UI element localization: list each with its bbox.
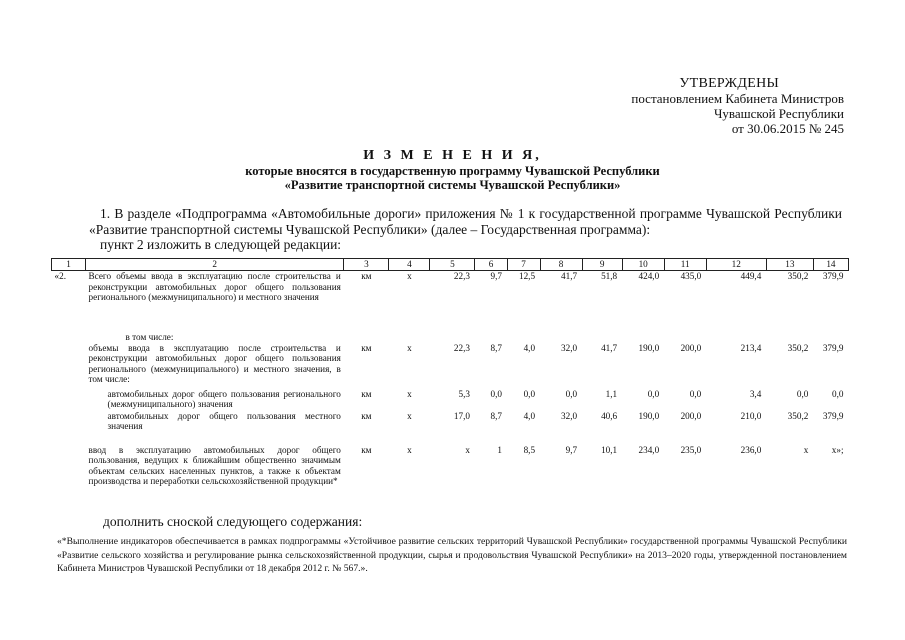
row-description: объемы ввода в эксплуатацию после строительства и реконструкции автомобильных дорог общего пользования регионального (межмуниципального) и местного значения, в том числе: [88, 342, 341, 384]
row-unit: км [361, 444, 372, 455]
table-header-row [52, 259, 849, 271]
row-cell: 9,7 [490, 271, 503, 281]
row-cell: х [803, 444, 809, 455]
row-cell: 1,1 [605, 388, 618, 399]
footnote-intro: дополнить сноской следующего содержания: [103, 514, 363, 529]
approval-line-1: постановлением Кабинета Министров [631, 91, 844, 106]
row-cell: 51,8 [601, 271, 618, 281]
row-cell: 0,0 [490, 388, 503, 399]
header-cell: 5 [430, 259, 475, 271]
row-cell: 449,4 [740, 271, 762, 281]
row-cell: 8,7 [490, 410, 503, 421]
row-cell: 0,0 [796, 388, 809, 399]
table-row [52, 271, 849, 333]
row-cell: х [407, 444, 412, 455]
row-cell: 17,0 [453, 410, 470, 421]
row-cell: 234,0 [638, 444, 660, 455]
row-cell: 22,3 [453, 271, 470, 281]
row-cell: 8,7 [490, 342, 503, 353]
row-cell: 41,7 [601, 342, 618, 353]
table-row [52, 445, 849, 487]
row-cell: 32,0 [561, 410, 578, 421]
row-cell: 210,0 [740, 410, 762, 421]
header-cell: 7 [507, 259, 540, 271]
row-description: Всего объемы ввода в эксплуатацию после строительства и реконструкции автомобильных дорог общего пользования регионального (межмуниципального) и местного значения [88, 271, 341, 302]
table-row [52, 343, 849, 389]
row-cell: х»; [831, 444, 844, 455]
row-cell: 350,2 [787, 342, 809, 353]
row-cell: 190,0 [638, 342, 660, 353]
row-unit: км [361, 271, 372, 281]
row-cell: 350,2 [787, 271, 809, 281]
header-cell: 4 [389, 259, 430, 271]
header-cell: 13 [766, 259, 813, 271]
header-cell: 3 [344, 259, 389, 271]
row-description: в том числе: [125, 332, 174, 342]
row-cell: 0,0 [832, 388, 844, 399]
row-unit: км [361, 410, 372, 421]
approval-line-2: Чувашской Республики [713, 106, 844, 121]
row-cell: 4,0 [523, 410, 536, 421]
table-row [52, 389, 849, 411]
row-description: автомобильных дорог общего пользования регионального (межмуниципального) значения [107, 388, 341, 409]
row-cell: х [407, 271, 412, 281]
row-unit: км [361, 342, 372, 353]
row-cell: 5,3 [458, 388, 470, 399]
document-heading [0, 149, 905, 192]
row-cell: 424,0 [638, 271, 660, 281]
table-row [52, 411, 849, 445]
indicators-table [51, 258, 849, 487]
row-cell: 236,0 [740, 444, 762, 455]
document-title: И З М Е Н Е Н И Я, [363, 148, 542, 163]
approval-title: УТВЕРЖДЕНЫ [679, 76, 779, 91]
row-number [52, 411, 86, 445]
row-cell: 10,1 [601, 444, 618, 455]
approval-line-3: от 30.06.2015 № 245 [731, 121, 844, 136]
row-cell: 0,0 [565, 388, 578, 399]
row-cell: х [407, 410, 412, 421]
header-cell: 6 [475, 259, 507, 271]
approval-stamp [631, 76, 844, 136]
intro-text [89, 206, 842, 253]
header-cell: 2 [86, 259, 344, 271]
row-number [52, 332, 86, 343]
row-cell: 41,7 [561, 271, 578, 281]
row-cell: 200,0 [680, 410, 702, 421]
row-cell: 40,6 [601, 410, 618, 421]
row-cell: 379,9 [822, 271, 844, 281]
row-cell: 190,0 [638, 410, 660, 421]
row-number [52, 389, 86, 411]
header-cell: 10 [622, 259, 664, 271]
row-cell: 0,0 [689, 388, 702, 399]
row-cell: 435,0 [680, 271, 702, 281]
row-cell: 12,5 [518, 271, 536, 281]
row-description: автомобильных дорог общего пользования местного значения [107, 410, 341, 431]
header-cell: 8 [540, 259, 582, 271]
row-cell: х [465, 444, 470, 455]
row-cell: 9,7 [565, 444, 578, 455]
row-cell: 8,5 [523, 444, 536, 455]
header-cell: 9 [582, 259, 622, 271]
intro-paragraph-1: 1. В разделе «Подпрограмма «Автомобильные дороги» приложения № 1 к государственной программе Чувашской Республики «Развитие транспортной системы Чувашской Республики» (далее – Государственная программа): [89, 206, 842, 237]
intro-paragraph-2: пункт 2 изложить в следующей редакции: [100, 237, 342, 252]
row-cell: х [407, 342, 412, 353]
document-subtitle-2: «Развитие транспортной системы Чувашской Республики» [284, 178, 621, 192]
header-cell: 12 [706, 259, 766, 271]
row-cell: 379,9 [822, 342, 844, 353]
header-cell: 11 [664, 259, 706, 271]
row-cell: 0,0 [647, 388, 660, 399]
footnote-text: «*Выполнение индикаторов обеспечивается в рамках подпрограммы «Устойчивое развитие сельских территорий Чувашской Республики» государственной программы Чувашской Республики «Развитие сельского хозяйства и регулирование рынка сельскохозяйственной продукции, сырья и продовольствия Чувашской Республики» на 2013–2020 годы, утвержденной постановлением Кабинета Министров Чувашской Республики от 18 декабря 2012 г. № 567.». [57, 536, 847, 574]
row-cell: 235,0 [680, 444, 702, 455]
row-cell: 22,3 [453, 342, 470, 353]
row-cell: 350,2 [787, 410, 809, 421]
row-cell: 32,0 [561, 342, 578, 353]
row-cell: 200,0 [680, 342, 702, 353]
row-description: ввод в эксплуатацию автомобильных дорог общего пользования, ведущих к ближайшим общественно значимым объектам сельских населенных пунктов, а также к объектам производства и переработки сельскохозяйственной продукции* [88, 444, 341, 486]
row-cell: х [407, 388, 412, 399]
row-number [52, 445, 86, 487]
row-cell: 213,4 [740, 342, 762, 353]
row-number: «2. [54, 271, 66, 281]
header-cell: 1 [52, 259, 86, 271]
row-number [52, 343, 86, 389]
document-subtitle-1: которые вносятся в государственную программу Чувашской Республики [245, 164, 660, 178]
table-row [52, 332, 849, 343]
row-unit: км [361, 388, 372, 399]
row-cell: 3,4 [749, 388, 762, 399]
row-cell: 1 [497, 444, 503, 455]
row-cell: 379,9 [822, 410, 844, 421]
header-cell: 14 [813, 259, 848, 271]
row-cell: 4,0 [523, 342, 536, 353]
row-cell: 0,0 [523, 388, 536, 399]
